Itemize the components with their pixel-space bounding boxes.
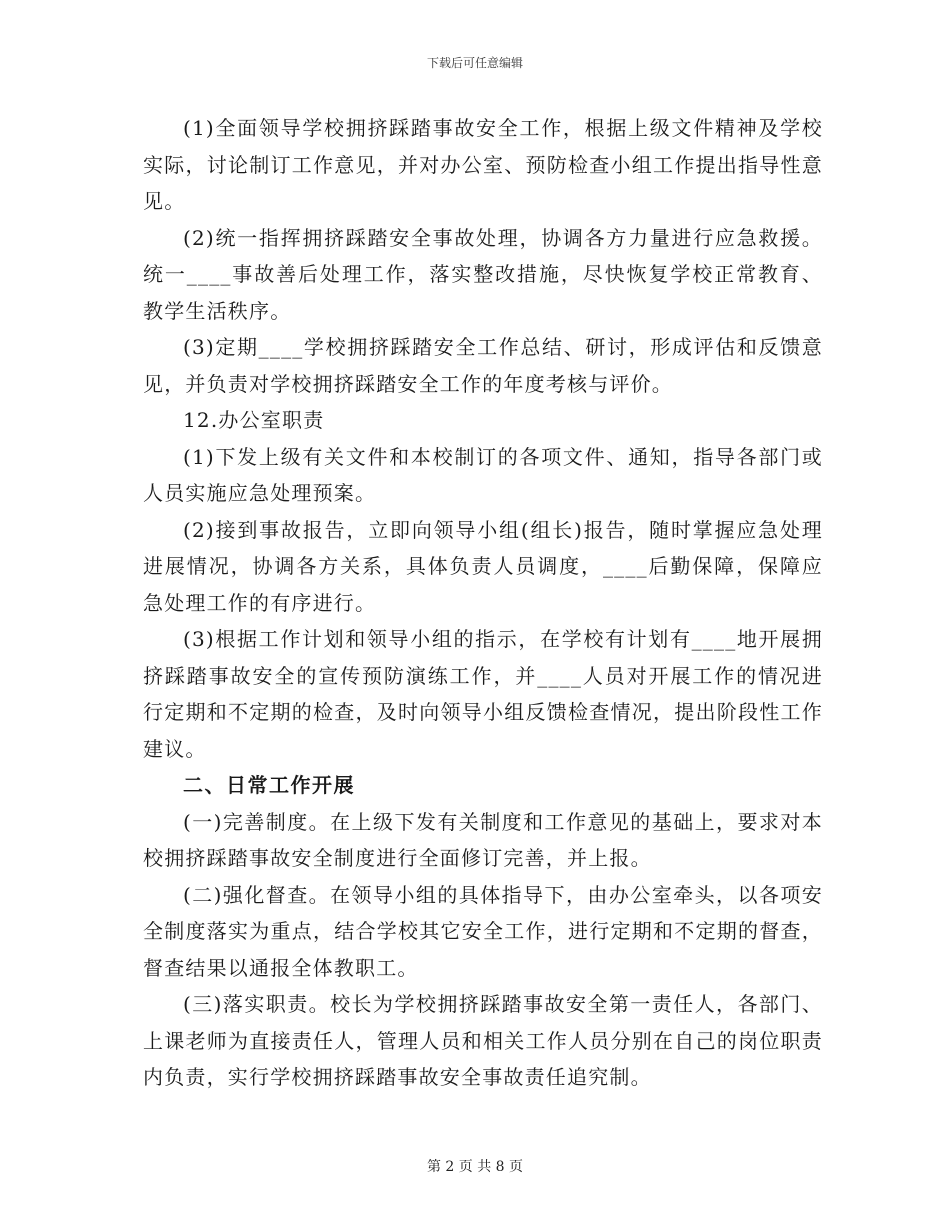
paragraph-daily-work-1: (一)完善制度。在上级下发有关制度和工作意见的基础上，要求对本校拥挤踩踏事故安全制度进行全面修订完善，并上报。 <box>143 809 823 870</box>
page-number-footer: 第 2 页 共 8 页 <box>426 1159 524 1175</box>
paragraph-office-duty-2: (2)接到事故报告，立即向领导小组(组长)报告，随时掌握应急处理进展情况，协调各方关系，具体负责人员调度，____后勤保障，保障应急处理工作的有序进行。 <box>143 517 823 615</box>
paragraph-office-duty-1: (1)下发上级有关文件和本校制订的各项文件、通知，指导各部门或人员实施应急处理预案。 <box>143 444 823 505</box>
section-heading-office-duties: 12.办公室职责 <box>183 408 325 432</box>
section-heading-daily-work: 二、日常工作开展 <box>183 773 355 797</box>
paragraph-leadership-duty-2: (2)统一指挥拥挤踩踏安全事故处理，协调各方力量进行应急救援。统一____事故善后处理工作，落实整改措施，尽快恢复学校正常教育、教学生活秩序。 <box>143 225 823 323</box>
paragraph-daily-work-2: (二)强化督查。在领导小组的具体指导下，由办公室牵头，以各项安全制度落实为重点，结合学校其它安全工作，进行定期和不定期的督查，督查结果以通报全体教职工。 <box>143 882 823 980</box>
paragraph-leadership-duty-1: (1)全面领导学校拥挤踩踏事故安全工作，根据上级文件精神及学校实际，讨论制订工作意见，并对办公室、预防检查小组工作提出指导性意见。 <box>143 116 823 213</box>
page-header: 下载后可任意编辑 <box>426 56 523 70</box>
paragraph-leadership-duty-3: (3)定期____学校拥挤踩踏安全工作总结、研讨，形成评估和反馈意见，并负责对学校拥挤踩踏安全工作的年度考核与评价。 <box>143 335 823 396</box>
paragraph-office-duty-3: (3)根据工作计划和领导小组的指示，在学校有计划有____地开展拥挤踩踏事故安全的宣传预防演练工作，并____人员对开展工作的情况进行定期和不定期的检查，及时向领导小组反馈检查情况，提出阶段性工作建议。 <box>143 627 823 761</box>
paragraph-daily-work-3: (三)落实职责。校长为学校拥挤踩踏事故安全第一责任人，各部门、上课老师为直接责任人，管理人员和相关工作人员分别在自己的岗位职责内负责，实行学校拥挤踩踏事故安全事故责任追究制。 <box>143 992 823 1089</box>
document-body <box>143 110 823 1096</box>
